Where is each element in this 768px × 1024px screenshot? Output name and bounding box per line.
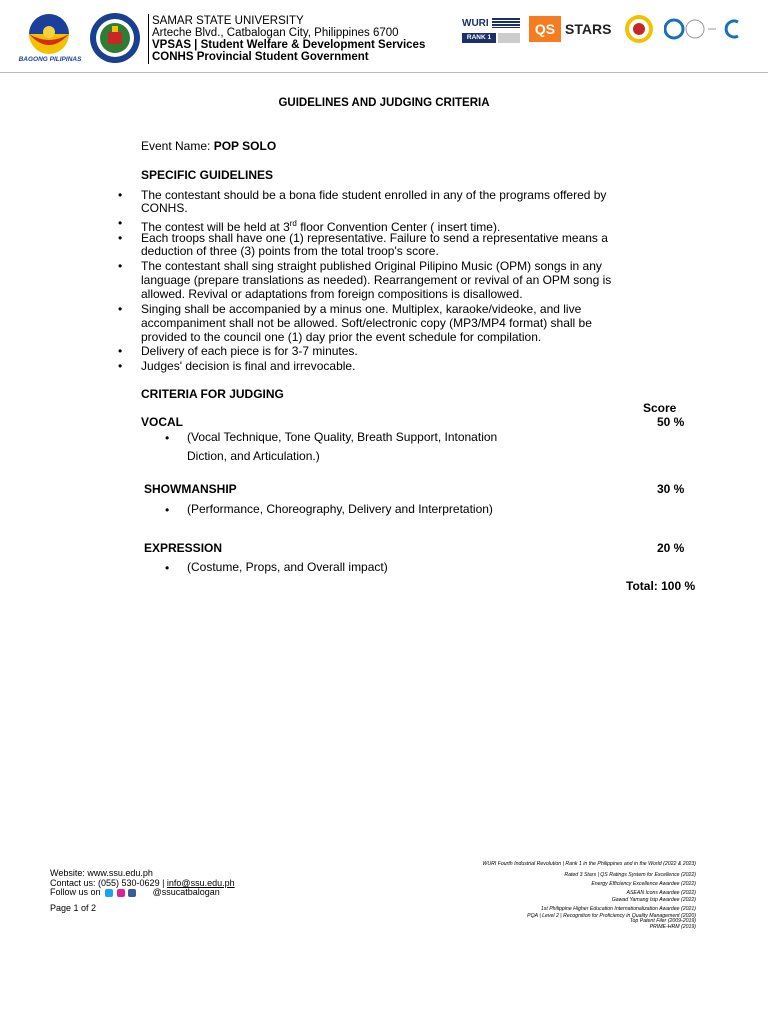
qs-label: QS xyxy=(529,16,561,42)
criterion-score: 20 % xyxy=(657,541,685,555)
qs-stars-badge xyxy=(529,16,619,42)
stars-label: STARS xyxy=(565,21,612,37)
list-item-bullet: • xyxy=(118,359,123,373)
list-item-bullet: • xyxy=(118,188,123,202)
list-item-bullet: • xyxy=(118,259,123,273)
follow-text: Follow us on xyxy=(50,887,101,897)
event-line xyxy=(141,140,276,154)
ordinal-suffix: rd xyxy=(289,219,297,228)
list-item-bullet: • xyxy=(165,561,170,575)
council-name: CONHS Provincial Student Government xyxy=(152,51,369,63)
instagram-icon[interactable] xyxy=(117,889,125,897)
list-item: The contestant shall sing straight published Original Pilipino Music (OPM) songs in any xyxy=(141,259,602,273)
social-handle: @ssucatbalogan xyxy=(152,887,220,897)
contact-text: Contact us: (055) 530-0629 | xyxy=(50,878,167,888)
list-item-bullet: • xyxy=(165,431,170,445)
wuri-years-icon xyxy=(498,33,520,43)
twitter-icon[interactable] xyxy=(105,889,113,897)
list-item-bullet: • xyxy=(165,503,170,517)
document-title: GUIDELINES AND JUDGING CRITERIA xyxy=(278,97,490,109)
award-line: Energy Efficiency Excellence Awardee (2022) xyxy=(591,881,696,887)
criterion-name: VOCAL xyxy=(141,415,183,429)
award-line: Rated 3 Stars | QS Ratings System for Excellence (2022) xyxy=(564,872,696,878)
university-address: Arteche Blvd., Catbalogan City, Philippines 6700 xyxy=(152,27,399,39)
list-item-bullet: • xyxy=(118,216,123,230)
contact-email-link[interactable]: info@ssu.edu.ph xyxy=(166,878,235,888)
bagong-pilipinas-caption: BAGONG PILIPINAS xyxy=(18,56,82,63)
footer-follow xyxy=(50,887,220,897)
list-item: allowed. Revival or adaptations from foreign compositions is disallowed. xyxy=(141,287,523,301)
criterion-detail: (Performance, Choreography, Delivery and Interpretation) xyxy=(187,502,493,516)
total-score: Total: 100 % xyxy=(626,579,696,593)
list-item-text: The contest will be held at 3 xyxy=(141,220,290,234)
wuri-rank: RANK 1 xyxy=(462,33,496,43)
office-name: VPSAS | Student Welfare & Development Services xyxy=(152,39,426,51)
wuri-bars-icon xyxy=(492,18,520,28)
criterion-detail: Diction, and Articulation.) xyxy=(187,449,320,463)
award-seal-icon xyxy=(624,14,654,44)
list-item: The contestant should be a bona fide student enrolled in any of the programs offered by xyxy=(141,188,607,202)
list-item: Delivery of each piece is for 3-7 minutes. xyxy=(141,344,358,358)
criteria-heading: CRITERIA FOR JUDGING xyxy=(141,387,284,401)
criterion-detail: (Costume, Props, and Overall impact) xyxy=(187,560,388,574)
list-item: deduction of three (3) points from the total troop's score. xyxy=(141,244,439,258)
list-item-bullet: • xyxy=(118,344,123,358)
header-rule xyxy=(0,72,768,73)
list-item: CONHS. xyxy=(141,201,188,215)
event-label: Event Name: xyxy=(141,139,214,153)
criterion-detail: (Vocal Technique, Tone Quality, Breath Support, Intonation xyxy=(187,430,498,444)
award-line: WURI Fourth Industrial Revolution | Rank 1 in the Philippines and in the World (2022 & 2023) xyxy=(482,861,696,867)
list-item-bullet: • xyxy=(118,231,123,245)
wuri-badge xyxy=(462,16,522,44)
list-item: Each troops shall have one (1) representative. Failure to send a representative means a xyxy=(141,231,608,245)
page-number: Page 1 of 2 xyxy=(50,903,97,913)
award-line: PRIME-HRM (2019) xyxy=(649,924,696,930)
award-line: 1st Philippine Higher Education Internationalization Awardee (2021) xyxy=(540,906,696,912)
list-item-text: floor Convention Center ( insert time). xyxy=(296,220,501,234)
list-item-bullet: • xyxy=(118,302,123,316)
wuri-label: WURI xyxy=(462,18,489,29)
list-item: Singing shall be accompanied by a minus one. Multiplex, karaoke/videoke, and live xyxy=(141,302,582,316)
award-line: Gawad Yamang Isip Awardee (2022) xyxy=(611,897,696,903)
criterion-score: 50 % xyxy=(657,415,685,429)
list-item: Judges' decision is final and irrevocable. xyxy=(141,359,356,373)
ssu-seal-logo xyxy=(86,12,144,64)
university-name: SAMAR STATE UNIVERSITY xyxy=(152,15,304,27)
score-column-header: Score xyxy=(643,401,677,415)
criterion-score: 30 % xyxy=(657,482,685,496)
event-name: POP SOLO xyxy=(213,139,277,153)
certification-logos xyxy=(664,17,742,41)
guidelines-heading: SPECIFIC GUIDELINES xyxy=(141,168,274,182)
facebook-icon[interactable] xyxy=(128,889,136,897)
list-item: provided to the council one (1) day prior the event schedule for compilation. xyxy=(141,330,542,344)
list-item: accompaniment shall not be allowed. Soft/electronic copy (MP3/MP4 format) shall be xyxy=(141,316,592,330)
criterion-name: EXPRESSION xyxy=(144,541,223,555)
award-line: Top Patent Filer (2009-2019) xyxy=(629,918,696,924)
criterion-name: SHOWMANSHIP xyxy=(144,482,237,496)
footer-website: Website: www.ssu.edu.ph xyxy=(50,868,153,878)
award-line: PQA | Level 2 | Recognition for Proficiency in Quality Management (2020) xyxy=(527,913,696,919)
certification-c-icon xyxy=(664,17,742,41)
header-divider xyxy=(148,14,149,64)
award-line: ASEAN Icons Awardee (2022) xyxy=(626,890,696,896)
list-item: language (prepare translations as needed). Rearrangement or revival of an OPM song is xyxy=(141,273,612,287)
